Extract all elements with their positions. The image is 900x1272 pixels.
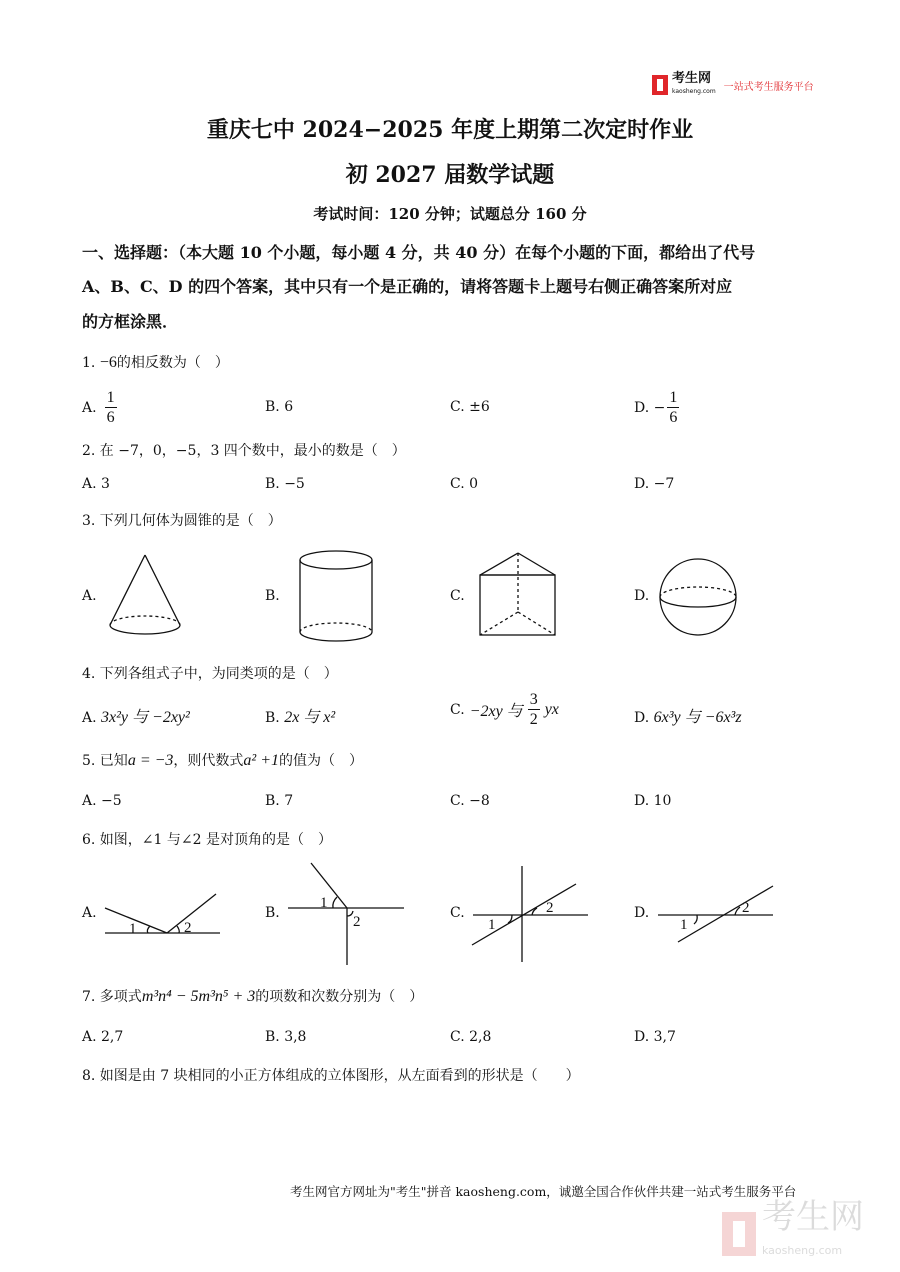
angle-figure-c [472, 866, 588, 962]
section-instructions-3: 的方框涂黑． [82, 312, 179, 331]
question-1-option-d: D. − $\frac{1}{6}$ [634, 389, 678, 426]
question-4-option-a: A. 3x²y 与 −2xy² [82, 709, 190, 726]
angle-label-1: 1 [129, 921, 137, 937]
svg-text:2: 2 [742, 900, 750, 916]
question-4-stem: 4. 下列各组式子中，为同类项的是（ ） [82, 666, 338, 682]
question-1-option-b: B. 6 [265, 399, 294, 415]
logo-slogan: 一站式考生服务平台 [723, 81, 814, 93]
watermark-mark-icon [722, 1212, 756, 1256]
question-6-option-c: C. [450, 905, 465, 921]
question-7-option-d: D. 3,7 [634, 1029, 676, 1045]
question-7-option-b: B. 3,8 [265, 1029, 307, 1045]
question-6-option-b: B. [265, 905, 280, 921]
angle-label-2: 2 [184, 920, 192, 936]
question-2-option-c: C. 0 [450, 476, 479, 492]
section-instructions-2: A、B、C、D 的四个答案，其中只有一个是正确的，请将答题卡上题号右侧正确答案所对应 [82, 277, 733, 296]
question-7-option-c: C. 2,8 [450, 1029, 492, 1045]
question-3-option-d: D. [634, 588, 650, 604]
question-8-stem: 8. 如图是由 7 块相同的小正方体组成的立体图形，从左面看到的形状是（ ） [82, 1068, 580, 1084]
question-6-stem: 6. 如图，∠1 与∠2 是对顶角的是（ ） [82, 832, 332, 848]
footer-text: 考生网官方网址为"考生"拼音 kaosheng.com，诚邀全国合作伙伴共建一站式考生服务平台 [290, 1184, 797, 1199]
question-5-option-d: D. 10 [634, 793, 672, 809]
svg-text:1: 1 [488, 917, 496, 933]
logo-name: 考生网 kaosheng.com [672, 72, 716, 98]
fraction: $\frac{3}{2}$ [529, 691, 538, 728]
question-2-option-b: B. −5 [265, 476, 305, 492]
svg-text:1: 1 [320, 895, 328, 911]
question-7-stem: 7. 多项式m³n⁴ − 5m³n⁵ + 3的项数和次数分别为（ ） [82, 988, 424, 1005]
fraction: $\frac{1}{6}$ [669, 389, 678, 426]
angle-figure-a [105, 894, 220, 937]
exam-title: 重庆七中 2024−2025 年度上期第二次定时作业 [206, 117, 694, 143]
exam-info: 考试时间：120 分钟；试题总分 160 分 [313, 205, 587, 223]
angle-figure-d [658, 886, 773, 942]
question-5-option-b: B. 7 [265, 793, 294, 809]
svg-text:2: 2 [546, 900, 554, 916]
question-5-option-a: A. −5 [82, 793, 122, 809]
angle-figure-b [288, 863, 404, 965]
question-3-stem: 3. 下列几何体为圆锥的是（ ） [82, 513, 282, 529]
svg-text:1: 1 [680, 917, 688, 933]
question-5-option-c: C. −8 [450, 793, 490, 809]
question-1-option-c: C. ±6 [450, 399, 490, 415]
question-4-option-d: D. 6x³y 与 −6x³z [634, 709, 742, 726]
fraction: $\frac{1}{6}$ [106, 389, 115, 426]
logo-url: kaosheng.com [672, 88, 716, 95]
question-2-stem: 2. 在 −7，0，−5，3 四个数中，最小的数是（ ） [82, 443, 406, 459]
question-5-stem: 5. 已知a = −3，则代数式a² +1的值为（ ） [82, 752, 363, 769]
question-4-option-b: B. 2x 与 x² [265, 709, 336, 726]
question-2-option-d: D. −7 [634, 476, 675, 492]
exam-subtitle: 初 2027 届数学试题 [345, 162, 555, 188]
question-3-option-a: A. [82, 588, 97, 604]
section-instructions-1: 一、选择题：（本大题 10 个小题，每小题 4 分，共 40 分）在每个小题的下面，都给出了代号 [82, 243, 756, 262]
svg-text:2: 2 [353, 914, 361, 930]
question-1-option-a: A. $\frac{1}{6}$ [82, 389, 115, 426]
question-4-option-c: C. −2xy 与 $\frac{3}{2}$ yx [450, 691, 559, 728]
question-6-option-d: D. [634, 905, 650, 921]
question-2-option-a: A. 3 [82, 476, 110, 492]
question-1-stem: 1. −6的相反数为（ ） [82, 354, 229, 371]
question-7-option-a: A. 2,7 [82, 1029, 124, 1045]
question-3-option-c: C. [450, 588, 465, 604]
watermark-logo: 考生网 kaosheng.com [722, 1200, 864, 1268]
question-3-option-b: B. [265, 588, 280, 604]
question-6-option-a: A. [82, 905, 97, 921]
